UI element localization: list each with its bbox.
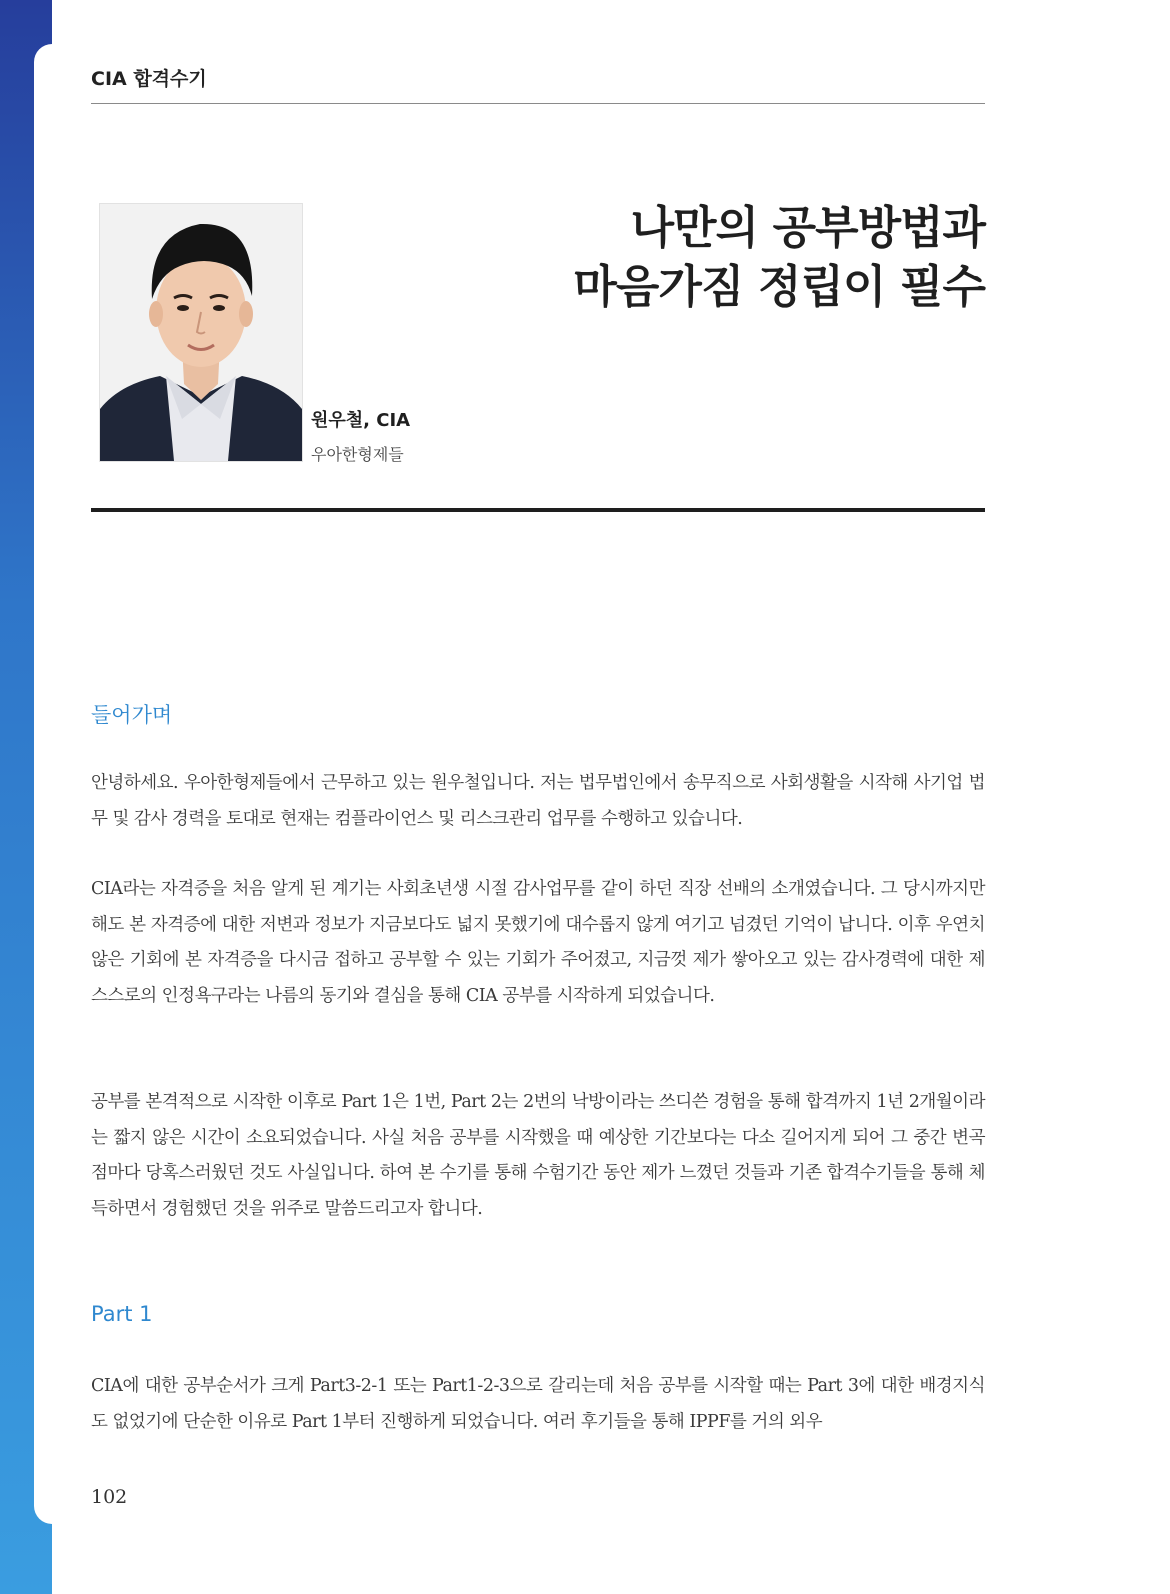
page-number: 102 (91, 1486, 128, 1508)
portrait-illustration (100, 204, 302, 461)
author-name: 원우철, CIA (311, 410, 411, 431)
paragraph: CIA라는 자격증을 처음 알게 된 계기는 사회초년생 시절 감사업무를 같이 하던 직장 선배의 소개였습니다. 그 당시까지만 해도 본 자격증에 대한 저변과 정보가 지금보다도 넓지 못했기에 대수롭지 않게 여기고 넘겼던 기억이 납니다. 이후 우연치 않은 기회에 본 자격증을 다시금 접하고 공부할 수 있는 기회가 주어졌고, 지금껏 제가 쌓아오고 있는 감사경력에 대한 제 스스로의 인정욕구라는 나름의 동기와 결심을 통해 CIA 공부를 시작하게 되었습니다. (91, 879, 985, 1006)
header-divider (91, 103, 985, 104)
paragraph: 공부를 본격적으로 시작한 이후로 Part 1은 1번, Part 2는 2번의 낙방이라는 쓰디쓴 경험을 통해 합격까지 1년 2개월이라는 짧지 않은 시간이 소요되었습니다. 사실 처음 공부를 시작했을 때 예상한 기간보다는 다소 길어지게 되어 그 중간 변곡점마다 당혹스러웠던 것도 사실입니다. 하여 본 수기를 통해 수험기간 동안 제가 느꼈던 것들과 기존 합격수기들을 통해 체득하면서 경험했던 것을 위주로 말씀드리고자 합니다. (91, 1092, 985, 1219)
paragraph: CIA에 대한 공부순서가 크게 Part3-2-1 또는 Part1-2-3으로 갈리는데 처음 공부를 시작할 때는 Part 3에 대한 배경지식도 없었기에 단순한 이유로 Part 1부터 진행하게 되었습니다. 여러 후기들을 통해 IPPF를 거의 외우 (91, 1376, 985, 1432)
title-line-2: 마음가짐 정립이 필수 (573, 260, 985, 313)
title-line-1: 나만의 공부방법과 (630, 201, 985, 254)
section-heading-part1: Part 1 (91, 1302, 153, 1326)
header-label: CIA 합격수기 (91, 68, 207, 90)
section-heading-intro: 들어가며 (91, 703, 173, 727)
author-organization: 우아한형제들 (311, 445, 404, 464)
article-title (573, 198, 985, 316)
side-bar-curve (34, 44, 52, 1524)
paragraph: 안녕하세요. 우아한형제들에서 근무하고 있는 원우철입니다. 저는 법무법인에서 송무직으로 사회생활을 시작해 사기업 법무 및 감사 경력을 토대로 현재는 컴플라이언스 및 리스크관리 업무를 수행하고 있습니다. (91, 773, 985, 829)
author-photo (99, 203, 303, 462)
title-divider (91, 508, 985, 512)
